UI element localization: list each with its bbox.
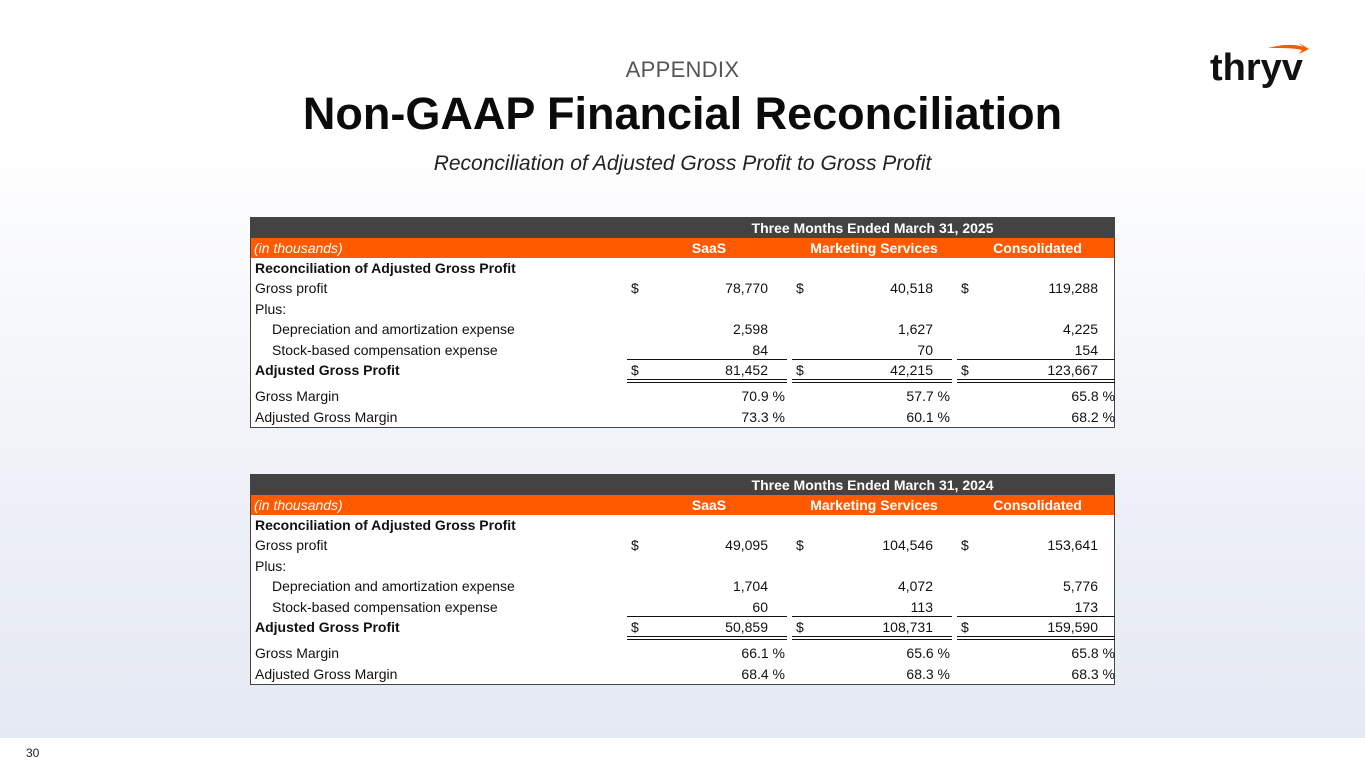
cell-marketing-services: 108,731 (882, 618, 933, 635)
row-label-depreciation: Depreciation and amortization expense (272, 321, 515, 338)
cell-marketing-services: 4,072 (897, 578, 933, 595)
table-row (251, 535, 1114, 555)
column-header-row (251, 238, 1114, 258)
cell-saas: 66.1 % (741, 645, 785, 662)
units-label: (in thousands) (254, 240, 343, 256)
column-header-saas: SaaS (691, 240, 727, 256)
row-label-gross-profit: Gross profit (255, 280, 328, 297)
cell-saas: 81,452 (725, 361, 768, 378)
cell-marketing-services: 42,215 (890, 361, 933, 378)
table-row (251, 617, 1114, 637)
section-label-row (251, 258, 1114, 278)
table-row (251, 643, 1114, 663)
cell-consolidated: 154 (1074, 341, 1098, 358)
currency-symbol: $ (961, 618, 969, 635)
cell-saas: 50,859 (725, 618, 768, 635)
row-label-stock-comp: Stock-based compensation expense (272, 598, 498, 615)
row-label-adjusted-gross-margin: Adjusted Gross Margin (255, 665, 398, 682)
total-double-rule (627, 636, 787, 640)
table-row (251, 664, 1114, 684)
column-header-consolidated: Consolidated (993, 497, 1082, 513)
cell-marketing-services: 68.3 % (906, 665, 950, 682)
currency-symbol: $ (961, 361, 969, 378)
cell-consolidated: 65.8 % (1071, 645, 1115, 662)
footer-band (0, 738, 1365, 768)
cell-consolidated: 123,667 (1047, 361, 1098, 378)
cell-marketing-services: 1,627 (897, 321, 933, 338)
cell-saas: 68.4 % (741, 665, 785, 682)
table-row (251, 299, 1114, 319)
column-header-consolidated: Consolidated (993, 240, 1082, 256)
column-header-saas: SaaS (691, 497, 727, 513)
cell-consolidated: 65.8 % (1071, 388, 1115, 405)
currency-symbol: $ (631, 537, 639, 554)
page-title: Non-GAAP Financial Reconciliation (302, 88, 1063, 139)
cell-consolidated: 68.3 % (1071, 665, 1115, 682)
thryv-logo-mark (1210, 42, 1312, 88)
row-label-plus: Plus: (255, 557, 287, 574)
table-row (251, 278, 1114, 298)
cell-saas: 60 (752, 598, 768, 615)
row-label-adjusted-gross-margin: Adjusted Gross Margin (255, 408, 398, 425)
row-label-depreciation: Depreciation and amortization expense (272, 578, 515, 595)
table-row (251, 576, 1114, 596)
row-label-gross-profit: Gross profit (255, 537, 328, 554)
cell-saas: 1,704 (732, 578, 768, 595)
row-label-adjusted-gross-profit: Adjusted Gross Profit (255, 361, 400, 378)
currency-symbol: $ (961, 537, 969, 554)
table-row (251, 597, 1114, 617)
total-double-rule (792, 379, 952, 383)
row-label-plus: Plus: (255, 300, 287, 317)
cell-marketing-services: 113 (910, 598, 933, 615)
currency-symbol: $ (796, 537, 804, 554)
table-row (251, 340, 1114, 360)
cell-marketing-services: 60.1 % (906, 408, 950, 425)
currency-symbol: $ (796, 280, 804, 297)
currency-symbol: $ (796, 618, 804, 635)
page-subtitle: Reconciliation of Adjusted Gross Profit to Gross Profit (433, 152, 932, 175)
logo-wordmark: thryv (1210, 47, 1303, 88)
table-row (251, 386, 1114, 406)
table-row (251, 319, 1114, 339)
section-label: Reconciliation of Adjusted Gross Profit (255, 517, 516, 533)
page-number: 30 (26, 746, 40, 760)
cell-consolidated: 5,776 (1062, 578, 1098, 595)
cell-saas: 78,770 (725, 280, 768, 297)
column-header-row (251, 495, 1114, 515)
total-double-rule (792, 636, 952, 640)
column-header-marketing-services: Marketing Services (810, 240, 938, 256)
total-double-rule (957, 636, 1115, 640)
currency-symbol: $ (961, 280, 969, 297)
cell-saas: 73.3 % (741, 408, 785, 425)
total-double-rule (957, 379, 1115, 383)
table-row (251, 360, 1114, 380)
cell-marketing-services: 65.6 % (906, 645, 950, 662)
units-label: (in thousands) (254, 497, 343, 513)
period-header-row (251, 218, 1114, 238)
reconciliation-table-2024 (250, 474, 1115, 685)
cell-consolidated: 68.2 % (1071, 408, 1115, 425)
section-label-row (251, 515, 1114, 535)
cell-marketing-services: 70 (917, 341, 933, 358)
row-label-stock-comp: Stock-based compensation expense (272, 341, 498, 358)
thryv-logo (1210, 42, 1312, 93)
cell-marketing-services: 57.7 % (906, 388, 950, 405)
table-row (251, 556, 1114, 576)
reconciliation-table-2025 (250, 217, 1115, 428)
period-header-row (251, 475, 1114, 495)
section-kicker: APPENDIX (625, 57, 740, 82)
period-label: Three Months Ended March 31, 2025 (751, 220, 994, 236)
currency-symbol: $ (631, 361, 639, 378)
column-header-marketing-services: Marketing Services (810, 497, 938, 513)
section-label: Reconciliation of Adjusted Gross Profit (255, 260, 516, 276)
cell-consolidated: 119,288 (1048, 280, 1098, 297)
cell-consolidated: 153,641 (1047, 537, 1098, 554)
cell-saas: 49,095 (725, 537, 768, 554)
cell-consolidated: 4,225 (1062, 321, 1098, 338)
currency-symbol: $ (631, 618, 639, 635)
currency-symbol: $ (796, 361, 804, 378)
currency-symbol: $ (631, 280, 639, 297)
period-label: Three Months Ended March 31, 2024 (751, 477, 994, 493)
cell-saas: 2,598 (732, 321, 768, 338)
row-label-gross-margin: Gross Margin (255, 388, 340, 405)
cell-consolidated: 173 (1074, 598, 1098, 615)
row-label-adjusted-gross-profit: Adjusted Gross Profit (255, 618, 400, 635)
cell-marketing-services: 40,518 (890, 280, 933, 297)
cell-saas: 84 (752, 341, 768, 358)
row-label-gross-margin: Gross Margin (255, 645, 340, 662)
cell-marketing-services: 104,546 (882, 537, 933, 554)
cell-consolidated: 159,590 (1047, 618, 1098, 635)
cell-saas: 70.9 % (741, 388, 785, 405)
table-row (251, 407, 1114, 427)
total-double-rule (627, 379, 787, 383)
